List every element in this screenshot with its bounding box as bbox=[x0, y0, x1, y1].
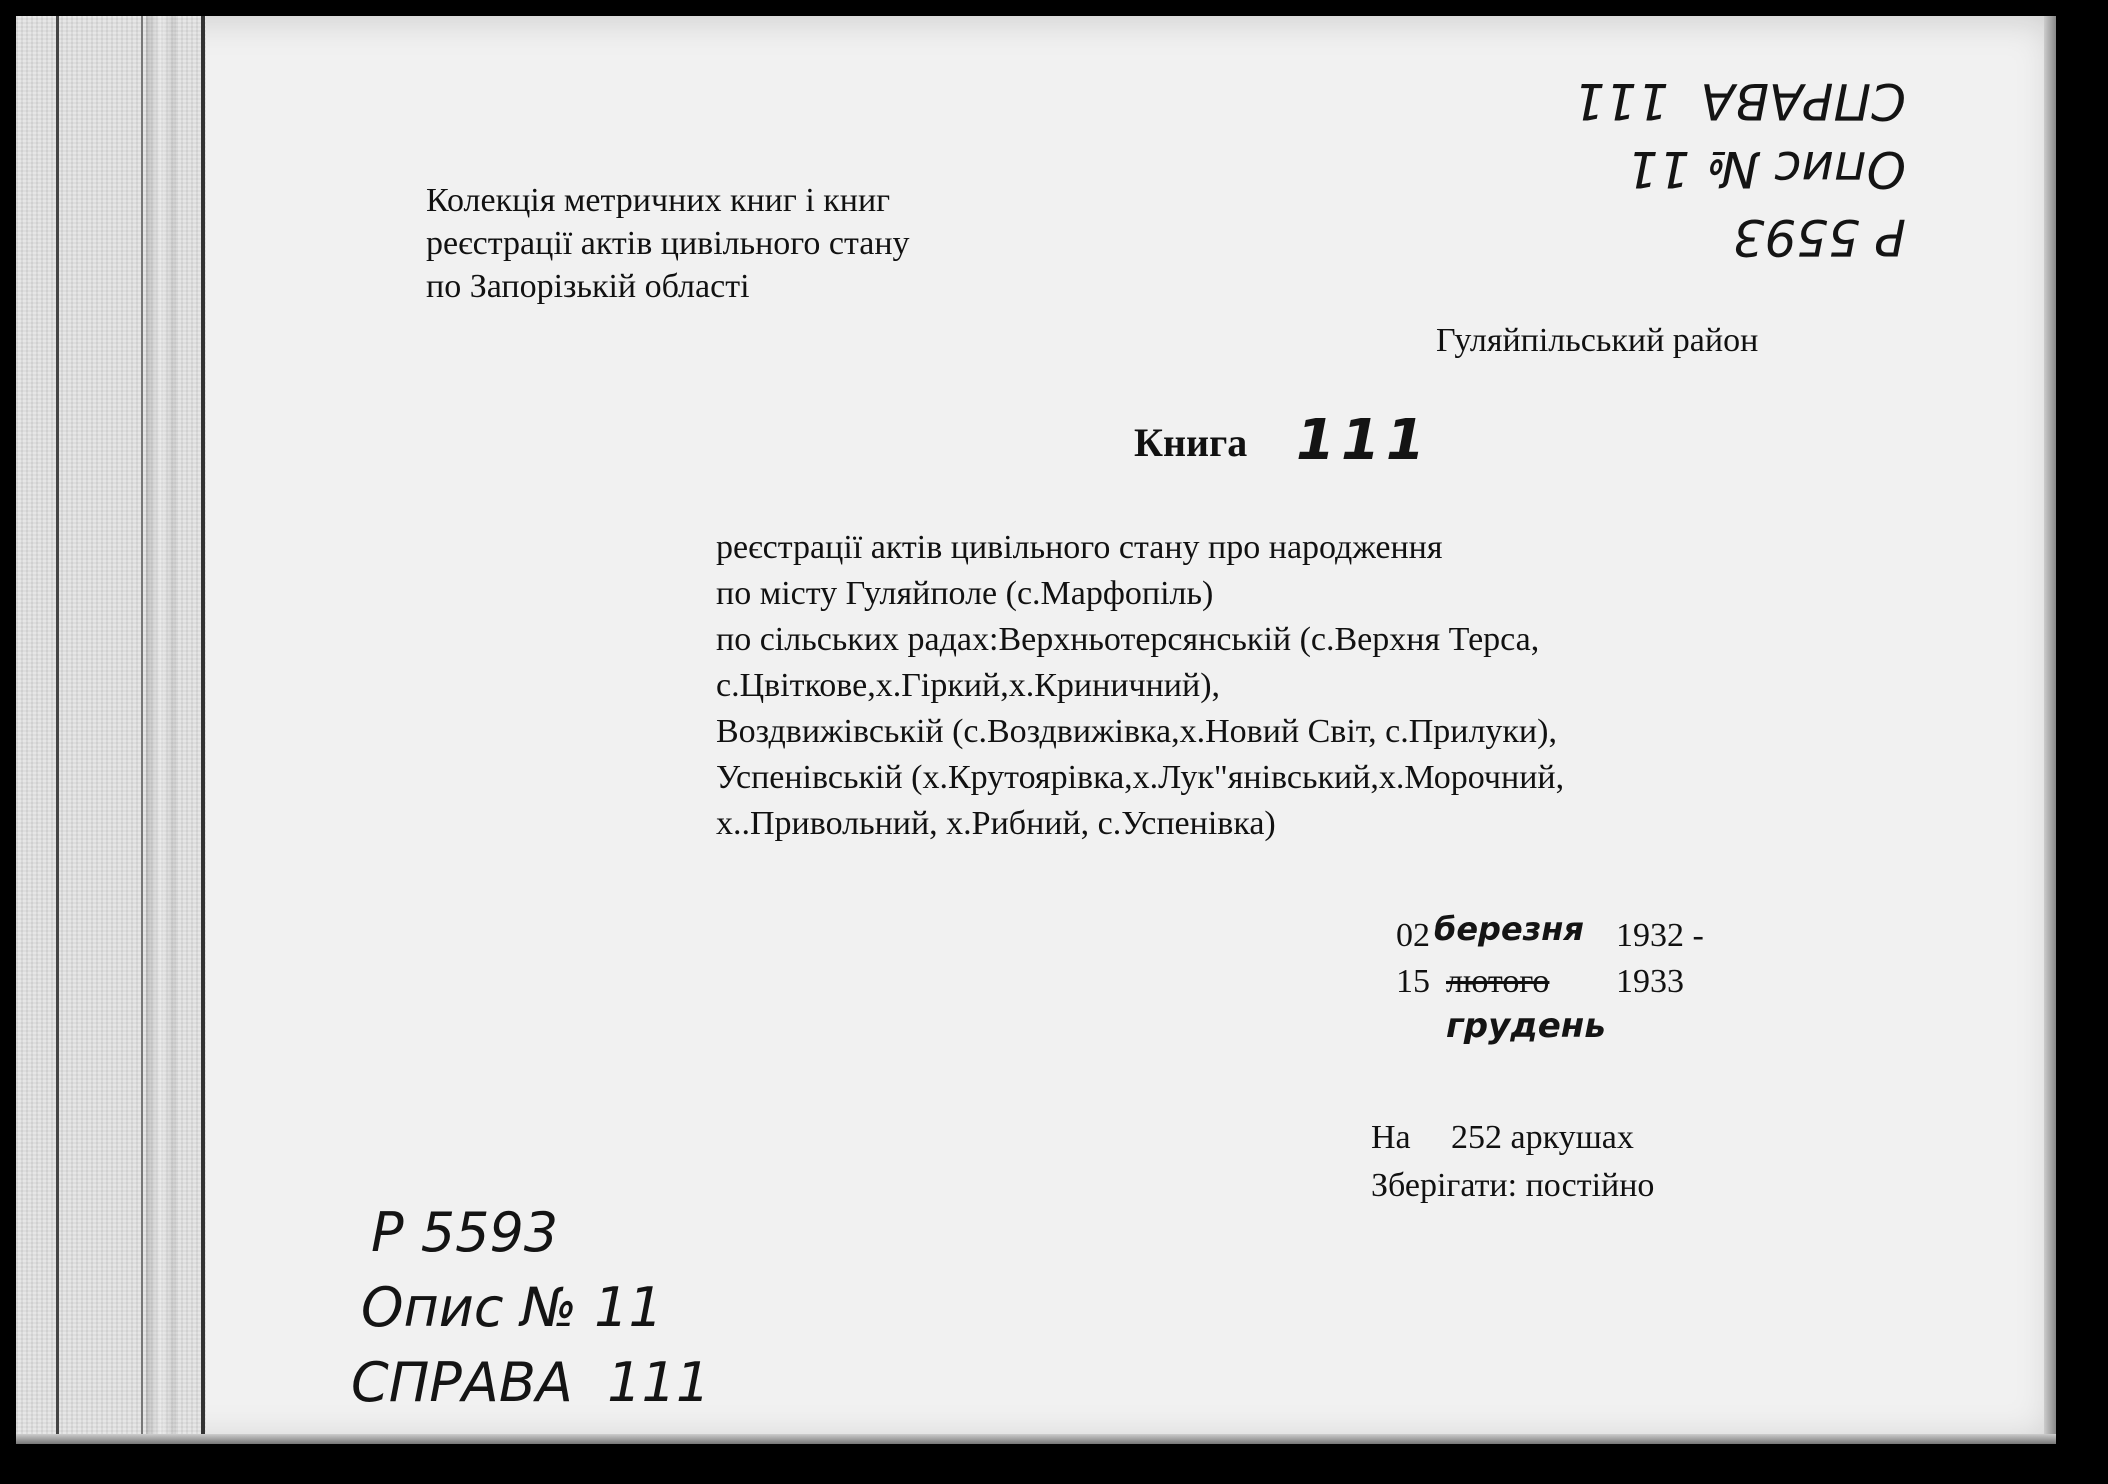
book-spine bbox=[16, 16, 206, 1444]
sheets-prefix: На bbox=[1371, 1119, 1411, 1156]
archive-fond-upside-down: Р 5593 bbox=[1732, 208, 1906, 266]
end-year: 1933 bbox=[1616, 963, 1684, 1000]
page-bottom-edge bbox=[16, 1434, 2056, 1444]
archive-opys-handwritten: Опис № 11 bbox=[361, 1276, 663, 1339]
book-label: Книга bbox=[1134, 420, 1248, 465]
page-right-edge bbox=[2044, 16, 2056, 1444]
end-month-handwritten: грудень bbox=[1446, 1006, 1606, 1046]
description-line: х..Привольний, х.Рибний, с.Успенівка) bbox=[716, 805, 1276, 842]
book-number-handwritten: 111 bbox=[1296, 408, 1431, 473]
storage-term: Зберігати: постійно bbox=[1371, 1167, 1655, 1204]
archive-sprava-handwritten: СПРАВА 111 bbox=[351, 1351, 711, 1414]
archive-fond-handwritten: Р 5593 bbox=[371, 1201, 559, 1264]
description-line: Воздвижівській (с.Воздвижівка,х.Новий Світ, с.Прилуки), bbox=[716, 713, 1557, 750]
end-month-struck: лютого bbox=[1446, 963, 1550, 1000]
spine-edge-line bbox=[56, 16, 59, 1444]
end-day: 15 bbox=[1396, 963, 1430, 1000]
collection-line: по Запорізькій області bbox=[426, 268, 750, 305]
start-year: 1932 - bbox=[1616, 917, 1704, 954]
collection-line: Колекція метричних книг і книг bbox=[426, 182, 891, 219]
spine-fold bbox=[146, 16, 176, 1444]
district-name: Гуляйпільський район bbox=[1436, 322, 1759, 359]
spine-fold-line bbox=[141, 16, 143, 1444]
description-line: Успенівській (х.Крутоярівка,х.Лук"янівський,х.Морочний, bbox=[716, 759, 1565, 796]
description-line: реєстрації актів цивільного стану про народження bbox=[716, 529, 1443, 566]
collection-line: реєстрації актів цивільного стану bbox=[426, 225, 910, 262]
start-day: 02 bbox=[1396, 917, 1430, 954]
description-line: по місту Гуляйполе (с.Марфопіль) bbox=[716, 575, 1214, 612]
description-line: с.Цвіткове,х.Гіркий,х.Криничний), bbox=[716, 667, 1221, 704]
description-line: по сільських радах:Верхньотерсянській (с.Верхня Терса, bbox=[716, 621, 1540, 658]
archive-opys-upside-down: Опис № 11 bbox=[1626, 140, 1906, 198]
start-month-handwritten: березня bbox=[1434, 910, 1584, 948]
spine-joint-line bbox=[201, 16, 205, 1444]
sheets-count: 252 аркушах bbox=[1451, 1119, 1634, 1156]
archive-stamp-upside-down bbox=[1556, 56, 1916, 266]
document-page bbox=[16, 16, 2056, 1444]
archive-sprava-upside-down: СПРАВА 111 bbox=[1573, 72, 1906, 130]
